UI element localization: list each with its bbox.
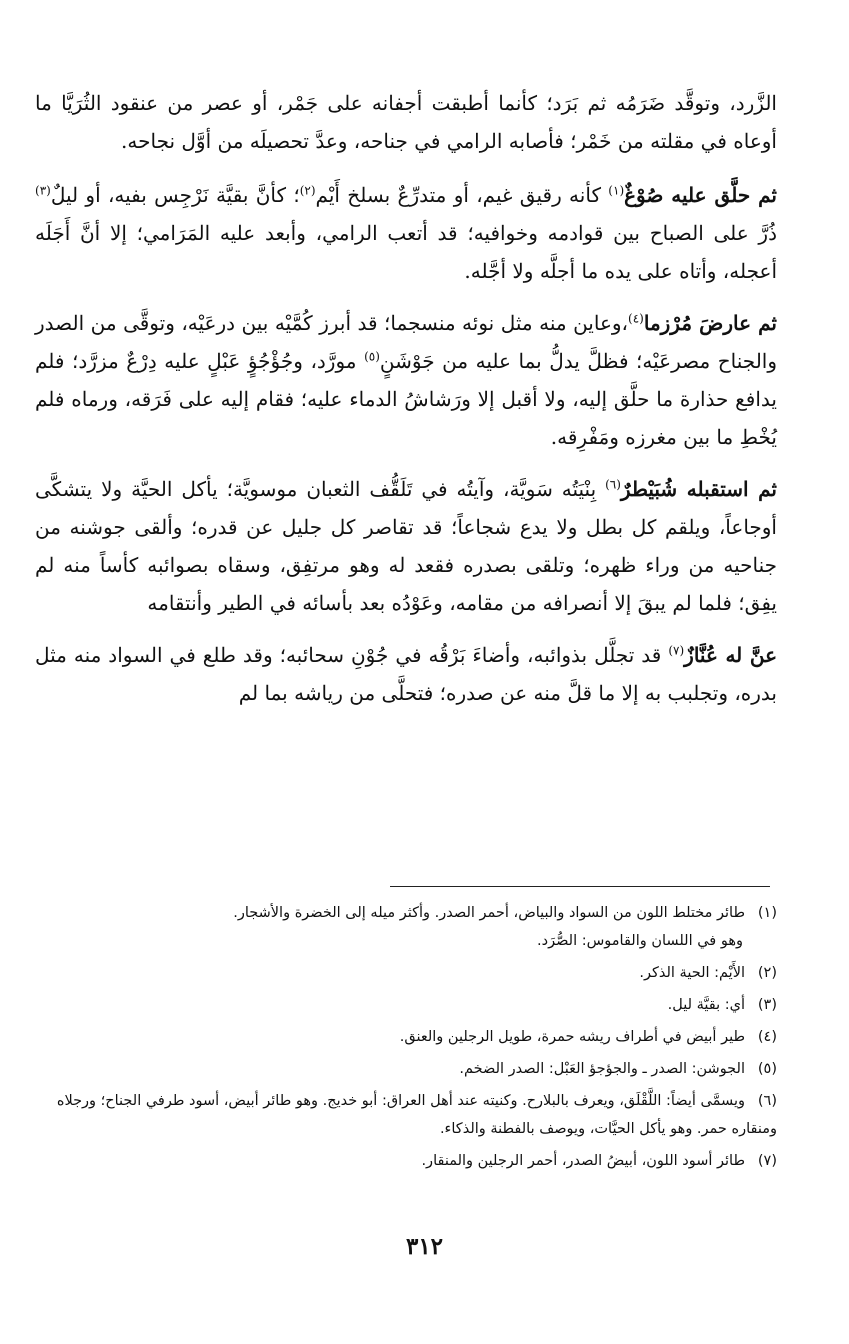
- footnote-number: (٦): [757, 1093, 777, 1109]
- footnote-4: [35, 1023, 777, 1051]
- footnote-5: [35, 1055, 777, 1083]
- footnote-7: [35, 1147, 777, 1175]
- paragraph-4-lead: ثم استقبله شُبَيْطرٌ: [620, 477, 777, 501]
- footnote-number: (٥): [757, 1061, 777, 1077]
- footnote-text: الأَيْم: الحية الذكر.: [639, 965, 745, 981]
- note-ref-7[interactable]: (٧): [668, 643, 685, 658]
- paragraph-3-part2: مورَّد، وجُؤْجُؤٍ عَبْلٍ عليه دِرْعٌ مزرَّد؛ فلم يدافع حذارة ما حلَّق إليه، ولا أقبل إلا ورَشاشُ الدماء عليه؛ فقام إليه على فَرَقه، ورماه فلم يُخْطِ ما بين مغرزه ومَفْرِقه.: [35, 349, 777, 449]
- footnote-number: (٤): [757, 1029, 777, 1045]
- footnote-number: (٣): [757, 997, 777, 1013]
- footnote-text: الجوشن: الصدر ـ والجؤجؤ العَبْل: الصدر الضخم.: [459, 1061, 745, 1077]
- paragraph-4-part1: بِنْيَتُه سَويَّة، وآيتُه في تَلَقُّف الثعبان موسويَّة؛ يأكل الحيَّة ولا يتشكَّى أوجاعاً، ويلقم كل بطل ولا يدع شجاعاً؛ قد تقاصر كل جليل عن قدره؛ وألقى جوشنه من جناحيه من وراء ظهره؛ وتلقى بصدره فقعد له وهو مرتفِق، وسقاه بصوائبه كأساً منه لم يفِق؛ فلما لم يبقَ إلا أنصرافه من مقامه، وعَوْدُه بعد بأسائه في الطير وأنتقامه: [35, 477, 777, 615]
- footnote-2: [35, 959, 777, 987]
- footnote-text: أي: بقيَّة ليل.: [667, 997, 745, 1013]
- paragraph-5-lead: عنَّ له عُنَّازٌ: [684, 643, 777, 667]
- paragraph-3-part1: ،وعاين منه مثل نوئه منسجما؛ قد أبرز كُمَّيْه بين درعَيْه، وتوقَّى من الصدر والجناح مصرعَيْه؛ فظلَّ يدلُّ بما عليه من جَوْشَنٍ: [35, 311, 778, 373]
- note-ref-3[interactable]: (٣): [35, 183, 51, 198]
- page-number: ٣١٢: [405, 1233, 444, 1260]
- footnotes: [35, 899, 777, 1179]
- footnote-number: (١): [757, 905, 777, 921]
- footnote-1: [35, 899, 777, 955]
- paragraph-2-part1: كأنه رقيق غيم، أو متدرِّعٌ بسلخ أَيْم: [315, 183, 609, 207]
- footnote-6: [35, 1087, 777, 1143]
- paragraph-1-text: الزَّرد، وتوقَّد ضَرَمُه ثم بَرَد؛ كأنما أطبقت أجفانه على جَمْر، أو عصر من عنقود الثُرَيَّا ما أوعاه في مقلته من خَمْر؛ فأصابه الرامي في جناحه، وعدَّ تحصيلَه من أوَّل نجاحه.: [35, 91, 777, 153]
- footnote-continuation: وهو في اللسان والقاموس: الصُّرَد.: [537, 933, 743, 949]
- paragraph-2-lead: ثم حلَّق عليه صُوْغٌ: [624, 183, 777, 207]
- paragraph-3: [35, 304, 777, 456]
- main-text: [35, 84, 777, 726]
- paragraph-2-part2: ؛ كأنَّ بقيَّة نَرْجِس بفيه، أو ليلٌ: [50, 183, 300, 207]
- paragraph-1: [35, 84, 777, 160]
- paragraph-2-part3: ذُرَّ على الصباح بين قوادمه وخوافيه؛ قد أتعب الرامي، وأبعد عليه المَرَامي؛ إلا أنَّ أَجَلَه أعجله، وأتاه على يده ما أجلَّه ولا أجَّله.: [35, 221, 777, 283]
- paragraph-3-lead: ثم عارضَ مُرْزما: [643, 311, 777, 335]
- footnote-3: [35, 991, 777, 1019]
- footnote-number: (٧): [757, 1153, 777, 1169]
- note-ref-1[interactable]: (١): [608, 183, 625, 198]
- footnote-text: طائر مختلط اللون من السواد والبياض، أحمر الصدر. وأكثر ميله إلى الخضرة والأشجار.: [233, 905, 745, 921]
- note-ref-5[interactable]: (٥): [364, 349, 380, 364]
- note-ref-2[interactable]: (٢): [299, 183, 316, 198]
- footnote-text: ويسمَّى أيضاً: اللَّقْلَق، ويعرف بالبلارح. وكنيته عند أهل العراق: أبو خديج. وهو طائر أبيض، أسود طرفي الجناح؛ ورجلاه ومنقاره حمر. وهو يأكل الحيَّات، ويوصف بالفطنة والذكاء.: [56, 1093, 777, 1137]
- paragraph-5: [35, 636, 777, 712]
- footnote-text: طائر أسود اللون، أبيضُ الصدر، أحمر الرجلين والمنقار.: [421, 1153, 745, 1169]
- paragraph-2: [35, 176, 777, 290]
- paragraph-5-part1: قد تجلَّل بذوائبه، وأضاءَ بَرْقُه في جُوْنِ سحائبه؛ وقد طلع في السواد منه مثل بدره، وتجلبب به إلا ما قلَّ منه عن صدره؛ فتحلَّى من رياشه بما لم: [35, 643, 777, 705]
- footnote-text: طير أبيض في أطراف ريشه حمرة، طويل الرجلين والعنق.: [399, 1029, 745, 1045]
- note-ref-6[interactable]: (٦): [605, 477, 621, 492]
- footnote-number: (٢): [757, 965, 777, 981]
- paragraph-4: [35, 470, 777, 622]
- footnote-divider: [390, 886, 770, 887]
- note-ref-4[interactable]: (٤): [628, 311, 644, 326]
